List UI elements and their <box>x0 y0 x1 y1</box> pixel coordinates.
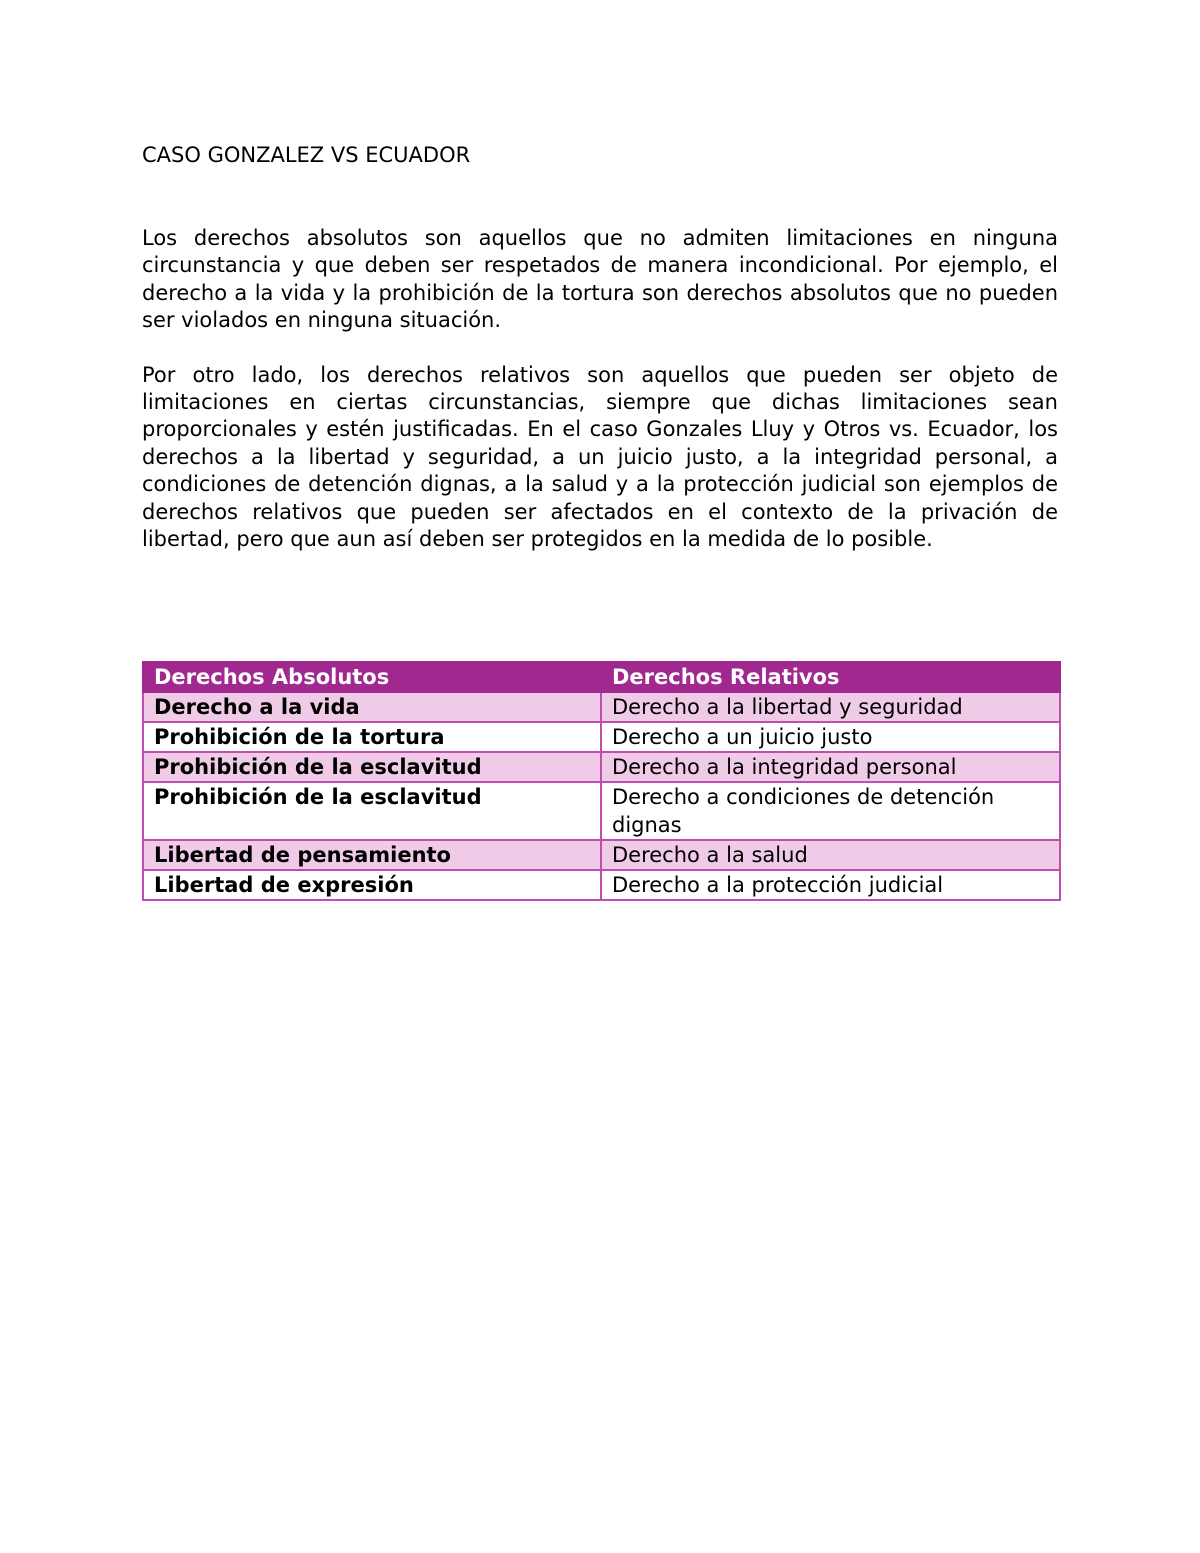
rights-table <box>142 661 1061 901</box>
relative-right-cell: Derecho a la libertad y seguridad <box>601 692 1060 722</box>
table-row <box>143 692 1060 722</box>
relative-right-cell: Derecho a la salud <box>601 840 1060 870</box>
header-relative-rights: Derechos Relativos <box>601 662 1060 692</box>
absolute-right-cell: Prohibición de la esclavitud <box>143 752 601 782</box>
absolute-right-cell: Derecho a la vida <box>143 692 601 722</box>
document-page <box>142 140 1058 897</box>
table-row <box>143 722 1060 752</box>
table-header-row <box>143 662 1060 692</box>
absolute-right-cell: Prohibición de la tortura <box>143 722 601 752</box>
table-row <box>143 782 1060 840</box>
table-row <box>143 752 1060 782</box>
absolute-right-cell: Libertad de pensamiento <box>143 840 601 870</box>
relative-right-cell: Derecho a la protección judicial <box>601 870 1060 900</box>
paragraph-absolute-rights: Los derechos absolutos son aquellos que no admiten limitaciones en ninguna circunstancia y que deben ser respetados de manera incondicional. Por ejemplo, el derecho a la vida y la prohibición de la tortura son derechos absolutos que no pueden ser violados en ninguna situación. <box>142 226 1058 333</box>
absolute-right-cell: Libertad de expresión <box>143 870 601 900</box>
absolute-right-cell: Prohibición de la esclavitud <box>143 782 601 840</box>
header-absolute-rights: Derechos Absolutos <box>143 662 601 692</box>
relative-right-cell: Derecho a un juicio justo <box>601 722 1060 752</box>
table-row <box>143 840 1060 870</box>
relative-right-cell: Derecho a la integridad personal <box>601 752 1060 782</box>
paragraph-relative-rights: Por otro lado, los derechos relativos son aquellos que pueden ser objeto de limitaciones en ciertas circunstancias, siempre que dichas limitaciones sean proporcionales y estén justificadas. En el caso Gonzales Lluy y Otros vs. Ecuador, los derechos a la libertad y seguridad, a un juicio justo, a la integridad personal, a condiciones de detención dignas, a la salud y a la protección judicial son ejemplos de derechos relativos que pueden ser afectados en el contexto de la privación de libertad, pero que aun así deben ser protegidos en la medida de lo posible. <box>142 362 1058 552</box>
relative-right-cell: Derecho a condiciones de detención dignas <box>601 782 1060 840</box>
document-title: CASO GONZALEZ VS ECUADOR <box>142 143 471 167</box>
table-row <box>143 870 1060 900</box>
